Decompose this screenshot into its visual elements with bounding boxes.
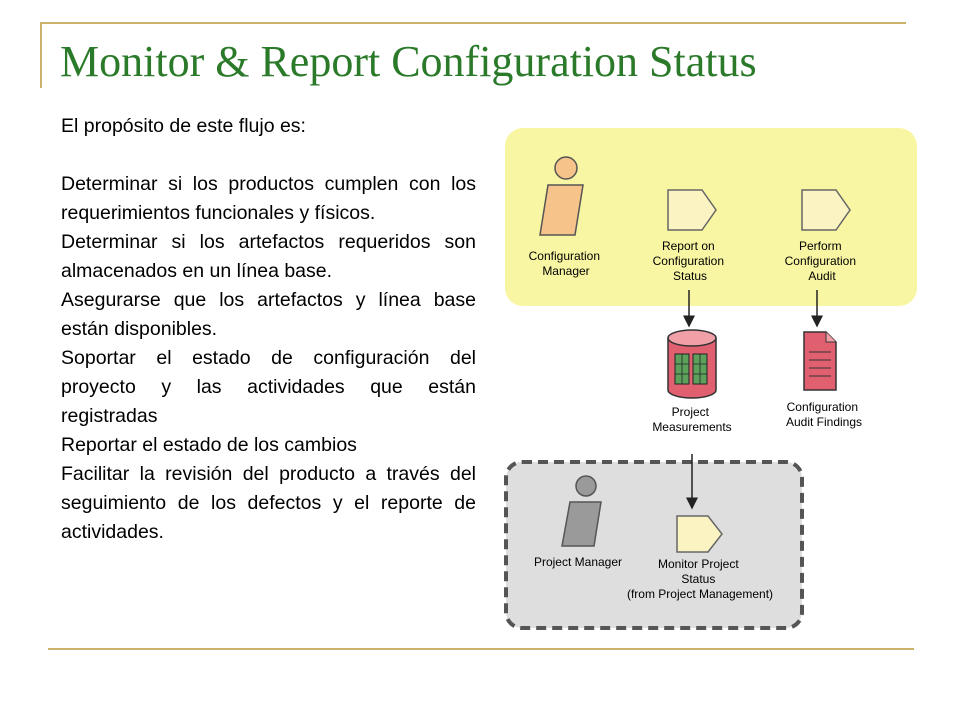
bottom-rule — [48, 648, 914, 650]
purpose-item: Asegurarse que los artefactos y línea base están disponibles. — [61, 289, 476, 340]
left-rule — [40, 22, 42, 88]
audit-findings-icon — [804, 332, 836, 390]
project-manager-label: Project Manager — [533, 555, 623, 569]
purpose-item: Reportar el estado de los cambios — [61, 434, 357, 456]
workflow-diagram — [500, 118, 925, 638]
project-measurements-icon — [668, 330, 716, 398]
monitor-activity-label: Monitor Project Status (from Project Management) — [626, 557, 774, 601]
page-title: Monitor & Report Configuration Status — [60, 37, 757, 86]
purpose-item: Soportar el estado de configuración del proyecto y las actividades que están registradas — [61, 347, 476, 427]
audit-findings-label: Configuration Audit Findings — [785, 400, 863, 429]
project-measurements-label: Project Measurements — [652, 405, 732, 434]
intro-text: El propósito de este flujo es: — [61, 115, 306, 137]
pm-swimlane — [506, 462, 802, 628]
report-activity-label: Report on Configuration Status — [652, 239, 725, 283]
purpose-item: Determinar si los artefactos requeridos son almacenados en un línea base. — [61, 231, 476, 282]
top-rule — [40, 22, 906, 24]
body-text — [61, 112, 476, 547]
purpose-item: Facilitar la revisión del producto a través del seguimiento de los defectos y el reporte de actividades. — [61, 463, 476, 543]
purpose-item: Determinar si los productos cumplen con los requerimientos funcionales y físicos. — [61, 173, 476, 224]
audit-activity-label: Perform Configuration Audit — [784, 239, 857, 283]
configuration-manager-label: Configuration Manager — [528, 249, 601, 278]
